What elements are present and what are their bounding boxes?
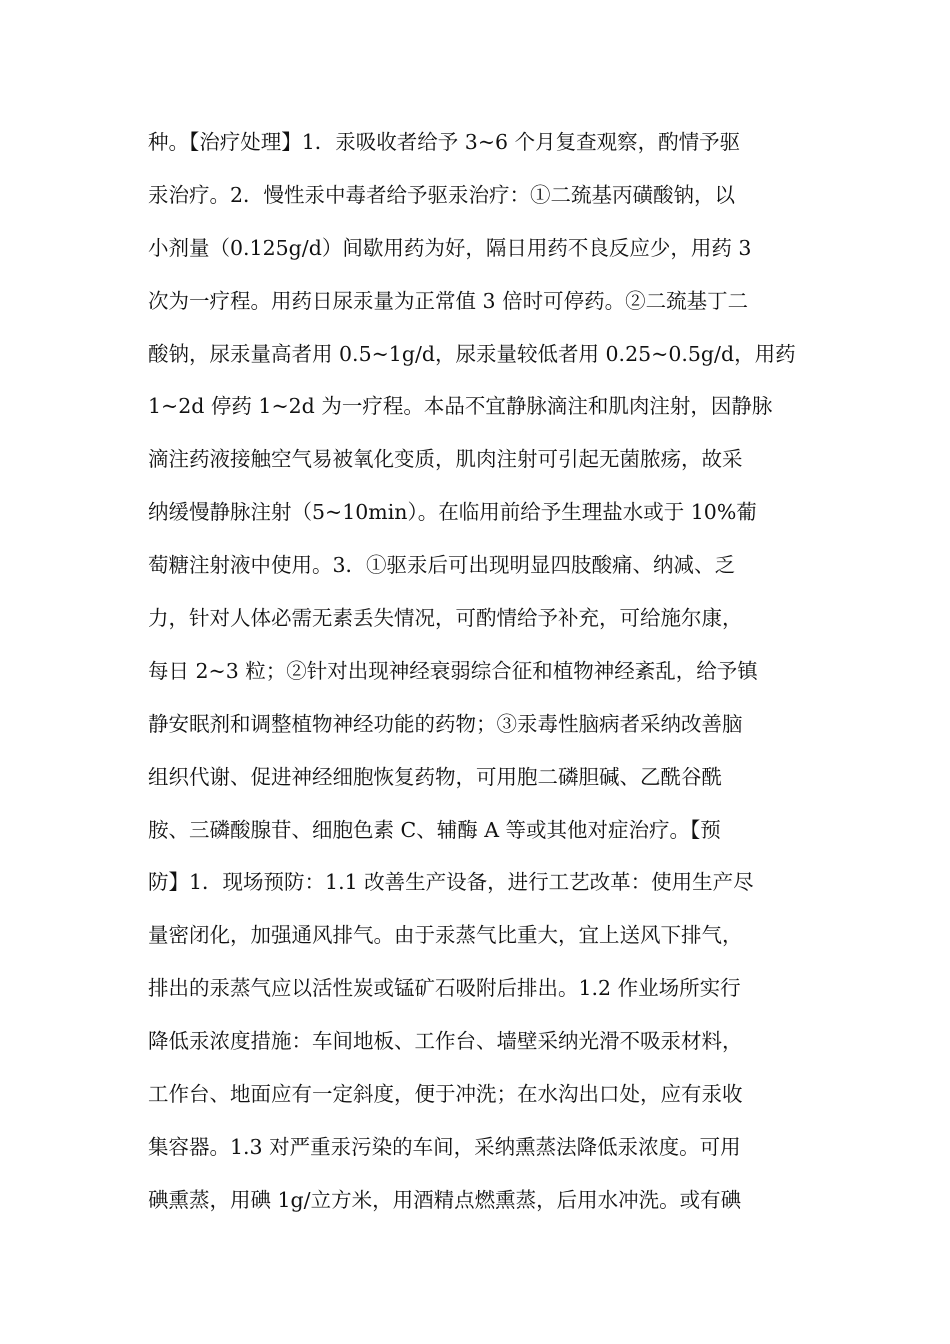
text-line: 量密闭化，加强通风排气。由于汞蒸气比重大，宜上送风下排气， <box>148 923 743 948</box>
text-line: 每日 2~3 粒；②针对出现神经衰弱综合征和植物神经紊乱，给予镇 <box>148 658 758 683</box>
body-text <box>148 116 808 1227</box>
text-line: 1~2d 停药 1~2d 为一疗程。本品不宜静脉滴注和肌肉注射，因静脉 <box>148 394 773 419</box>
text-line: 滴注药液接触空气易被氧化变质，肌肉注射可引起无菌脓疡，故采 <box>148 447 743 472</box>
text-line: 小剂量（0.125g/d）间歇用药为好，隔日用药不良反应少，用药 3 <box>148 235 752 260</box>
text-line: 胺、三磷酸腺苷、细胞色素 C、辅酶 A 等或其他对症治疗。【预 <box>148 817 721 842</box>
text-line: 防】1．现场预防：1.1 改善生产设备，进行工艺改革：使用生产尽 <box>148 870 754 895</box>
text-line: 工作台、地面应有一定斜度，便于冲洗；在水沟出口处，应有汞收 <box>148 1082 743 1107</box>
text-line: 静安眠剂和调整植物神经功能的药物；③汞毒性脑病者采纳改善脑 <box>148 711 743 736</box>
text-line: 次为一疗程。用药日尿汞量为正常值 3 倍时可停药。②二巯基丁二 <box>148 288 749 313</box>
text-line: 酸钠，尿汞量高者用 0.5~1g/d，尿汞量较低者用 0.25~0.5g/d，用药 <box>148 341 796 366</box>
text-line: 碘熏蒸，用碘 1g/立方米，用酒精点燃熏蒸，后用水冲洗。或有碘 <box>148 1187 742 1212</box>
text-line: 降低汞浓度措施：车间地板、工作台、墙壁采纳光滑不吸汞材料， <box>148 1029 743 1054</box>
text-line: 汞治疗。2．慢性汞中毒者给予驱汞治疗：①二巯基丙磺酸钠，以 <box>148 182 736 207</box>
text-line: 种。【治疗处理】1．汞吸收者给予 3~6 个月复查观察，酌情予驱 <box>148 130 741 154</box>
text-line: 组织代谢、促进神经细胞恢复药物，可用胞二磷胆碱、乙酰谷酰 <box>148 764 722 789</box>
text-line: 萄糖注射液中使用。3．①驱汞后可出现明显四肢酸痛、纳减、乏 <box>148 553 736 578</box>
text-line: 排出的汞蒸气应以活性炭或锰矿石吸附后排出。1.2 作业场所实行 <box>148 976 741 1001</box>
text-line: 集容器。1.3 对严重汞污染的车间，采纳熏蒸法降低汞浓度。可用 <box>148 1134 741 1159</box>
text-line: 纳缓慢静脉注射（5~10min）。在临用前给予生理盐水或于 10%葡 <box>148 500 757 525</box>
text-line: 力，针对人体必需无素丢失情况，可酌情给予补充，可给施尔康， <box>148 606 743 631</box>
